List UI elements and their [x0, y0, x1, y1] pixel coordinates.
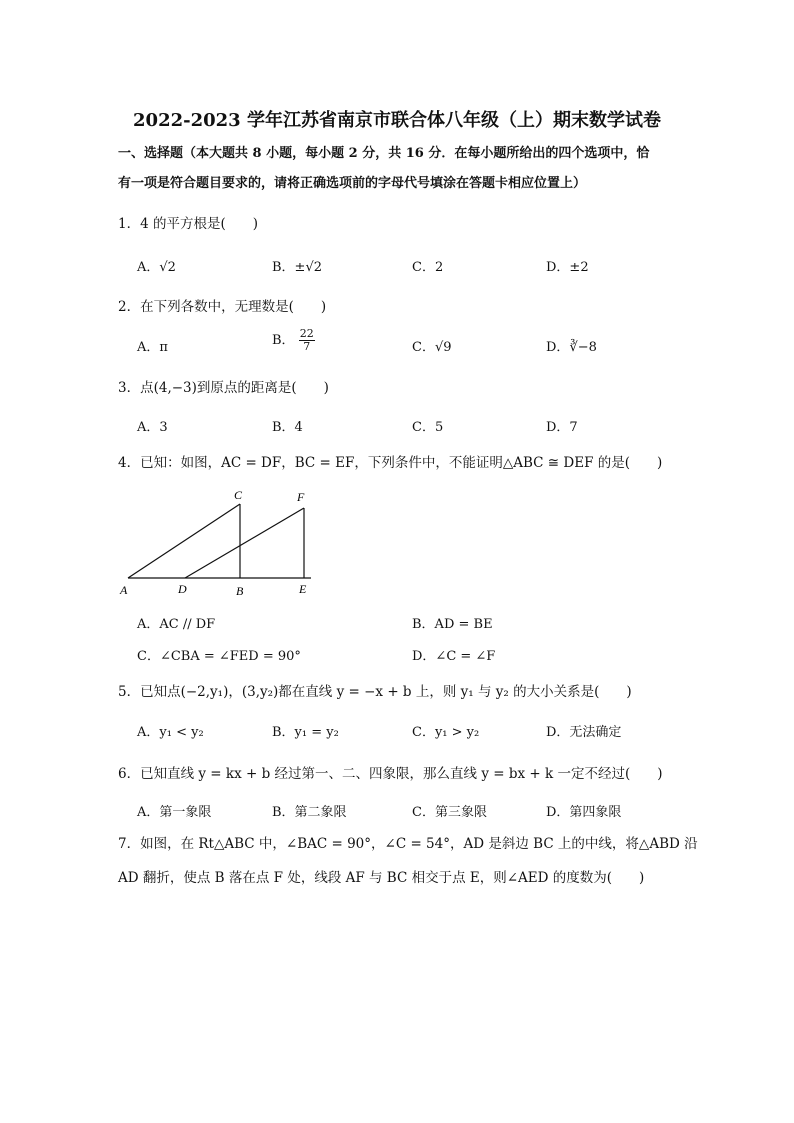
question-1-option-b: B．±√2: [272, 260, 323, 275]
question-5-option-c: C．y₁ > y₂: [412, 725, 480, 740]
question-2-option-a: A．π: [137, 340, 168, 355]
question-5-stem: 5．已知点(−2,y₁)，(3,y₂)都在直线 y = −x + b 上，则 y₁ 与 y₂ 的大小关系是( ): [118, 684, 632, 700]
question-4-stem: 4．已知：如图，AC = DF，BC = EF，下列条件中，不能证明△ABC ≅ DEF 的是( ): [118, 455, 663, 471]
question-2-stem: 2．在下列各数中，无理数是( ): [118, 299, 327, 315]
question-5-option-a: A．y₁ < y₂: [137, 725, 204, 740]
question-1-option-c: C．2: [412, 260, 444, 275]
question-4-option-a: A．AC // DF: [137, 617, 216, 632]
fraction: [299, 328, 315, 353]
question-6-option-d: D．第四象限: [546, 805, 622, 820]
question-3-stem: 3．点(4,−3)到原点的距离是( ): [118, 380, 329, 396]
question-6-option-c: C．第三象限: [412, 805, 487, 820]
label-f: F: [297, 490, 305, 504]
question-3-option-a: A．3: [137, 420, 168, 435]
question-4-option-c: C．∠CBA = ∠FED = 90°: [137, 649, 301, 664]
label-d: D: [178, 582, 187, 596]
question-5-option-d: D．无法确定: [546, 725, 622, 740]
segment-df: [185, 508, 304, 578]
question-5-option-b: B．y₁ = y₂: [272, 725, 339, 740]
question-2-option-d: D．∛−8: [546, 340, 597, 355]
question-2-option-c: C．√9: [412, 340, 452, 355]
question-3-option-d: D．7: [546, 420, 578, 435]
question-2-option-b: [272, 328, 315, 353]
triangle-figure: [115, 484, 325, 599]
question-6-option-b: B．第二象限: [272, 805, 347, 820]
question-3-option-b: B．4: [272, 420, 303, 435]
segment-ac: [128, 504, 240, 578]
question-1-stem: 1．4 的平方根是( ): [118, 216, 259, 232]
question-1-option-a: A．√2: [137, 260, 176, 275]
fraction-numerator: 22: [299, 327, 314, 340]
page-title: 2022-2023 学年江苏省南京市联合体八年级（上）期末数学试卷: [133, 110, 661, 131]
question-4-option-d: D．∠C = ∠F: [412, 649, 496, 664]
label-b: B: [236, 584, 244, 598]
question-7-stem-line2: AD 翻折，使点 B 落在点 F 处，线段 AF 与 BC 相交于点 E，则∠AED 的度数为( ): [118, 870, 645, 886]
label-e: E: [299, 582, 307, 596]
question-4-option-b: B．AD = BE: [412, 617, 493, 632]
fraction-denominator: 7: [303, 340, 311, 353]
section-heading-line2: 有一项是符合题目要求的，请将正确选项前的字母代号填涂在答题卡相应位置上）: [118, 176, 587, 191]
label-a: A: [120, 583, 128, 597]
question-6-option-a: A．第一象限: [137, 805, 212, 820]
question-2-option-b-prefix: B．: [272, 333, 295, 348]
question-3-option-c: C．5: [412, 420, 444, 435]
question-1-option-d: D．±2: [546, 260, 589, 275]
question-6-stem: 6．已知直线 y = kx + b 经过第一、二、四象限，那么直线 y = bx + k 一定不经过( ): [118, 766, 663, 782]
label-c: C: [234, 488, 243, 502]
section-heading-line1: 一、选择题（本大题共 8 小题，每小题 2 分，共 16 分．在每小题所给出的四个选项中，恰: [118, 146, 650, 161]
question-7-stem-line1: 7．如图，在 Rt△ABC 中，∠BAC = 90°，∠C = 54°，AD 是斜边 BC 上的中线，将△ABD 沿: [118, 836, 698, 852]
